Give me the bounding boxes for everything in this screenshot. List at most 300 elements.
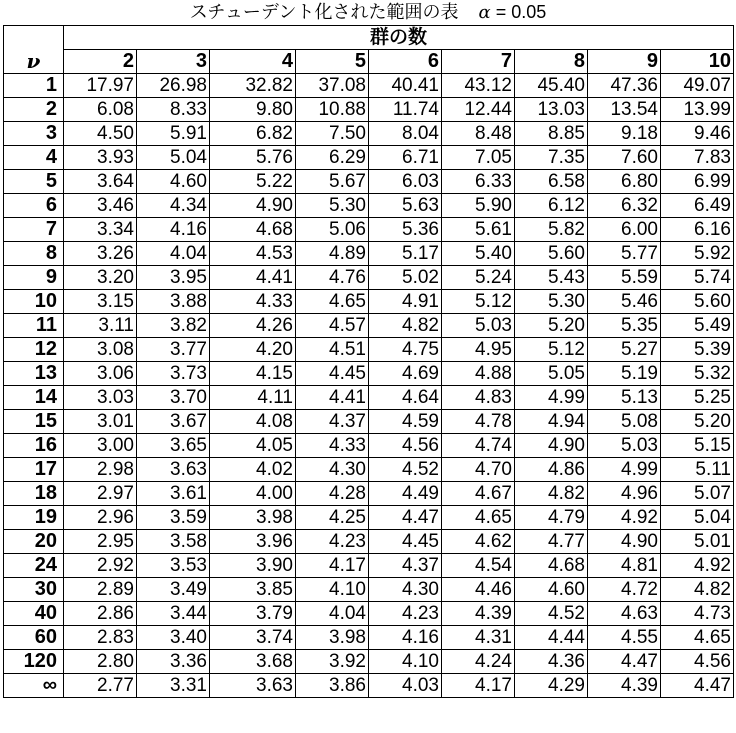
row-header: 8 [4, 242, 64, 266]
group-header-row [4, 26, 734, 50]
table-row [4, 338, 734, 362]
table-row [4, 458, 734, 482]
table-cell: 4.11 [210, 386, 296, 410]
table-cell: 3.61 [137, 482, 210, 506]
table-cell: 3.00 [64, 434, 137, 458]
table-cell: 47.36 [588, 74, 661, 98]
table-row [4, 626, 734, 650]
table-cell: 9.46 [661, 122, 734, 146]
table-cell: 2.86 [64, 602, 137, 626]
table-cell: 3.44 [137, 602, 210, 626]
table-cell: 5.15 [661, 434, 734, 458]
table-cell: 3.03 [64, 386, 137, 410]
table-cell: 4.55 [588, 626, 661, 650]
row-header: 3 [4, 122, 64, 146]
table-cell: 4.90 [588, 530, 661, 554]
table-cell: 6.71 [369, 146, 442, 170]
table-cell: 4.82 [369, 314, 442, 338]
table-cell: 3.53 [137, 554, 210, 578]
table-cell: 3.46 [64, 194, 137, 218]
table-cell: 3.63 [210, 674, 296, 698]
table-cell: 4.99 [588, 458, 661, 482]
table-cell: 43.12 [442, 74, 515, 98]
table-cell: 4.69 [369, 362, 442, 386]
table-row [4, 386, 734, 410]
table-cell: 4.39 [588, 674, 661, 698]
table-cell: 5.60 [515, 242, 588, 266]
table-cell: 5.35 [588, 314, 661, 338]
table-cell: 7.50 [296, 122, 369, 146]
table-cell: 8.04 [369, 122, 442, 146]
table-cell: 4.92 [661, 554, 734, 578]
table-cell: 11.74 [369, 98, 442, 122]
table-cell: 3.92 [296, 650, 369, 674]
table-cell: 2.96 [64, 506, 137, 530]
table-cell: 32.82 [210, 74, 296, 98]
table-cell: 4.25 [296, 506, 369, 530]
row-header: 6 [4, 194, 64, 218]
table-cell: 4.29 [515, 674, 588, 698]
column-header: 10 [661, 50, 734, 74]
table-cell: 5.46 [588, 290, 661, 314]
table-cell: 4.04 [137, 242, 210, 266]
table-cell: 3.96 [210, 530, 296, 554]
table-cell: 4.33 [210, 290, 296, 314]
table-cell: 4.47 [588, 650, 661, 674]
column-header: 8 [515, 50, 588, 74]
table-cell: 3.93 [64, 146, 137, 170]
table-cell: 3.34 [64, 218, 137, 242]
table-cell: 5.24 [442, 266, 515, 290]
table-cell: 5.63 [369, 194, 442, 218]
table-cell: 4.41 [210, 266, 296, 290]
table-row [4, 434, 734, 458]
table-cell: 5.92 [661, 242, 734, 266]
table-cell: 3.08 [64, 338, 137, 362]
table-cell: 2.95 [64, 530, 137, 554]
row-header: 120 [4, 650, 64, 674]
table-cell: 3.82 [137, 314, 210, 338]
table-cell: 5.20 [661, 410, 734, 434]
table-cell: 6.99 [661, 170, 734, 194]
table-cell: 4.59 [369, 410, 442, 434]
title-text: スチューデント化された範囲の表 [189, 2, 459, 22]
table-cell: 8.48 [442, 122, 515, 146]
table-cell: 6.82 [210, 122, 296, 146]
table-cell: 4.36 [515, 650, 588, 674]
table-cell: 5.76 [210, 146, 296, 170]
table-cell: 5.43 [515, 266, 588, 290]
table-cell: 4.20 [210, 338, 296, 362]
table-cell: 4.65 [442, 506, 515, 530]
row-header: 1 [4, 74, 64, 98]
group-count-header: 群の数 [64, 26, 734, 50]
table-cell: 6.16 [661, 218, 734, 242]
table-cell: 3.86 [296, 674, 369, 698]
table-cell: 2.89 [64, 578, 137, 602]
table-cell: 4.50 [64, 122, 137, 146]
table-cell: 4.53 [210, 242, 296, 266]
table-cell: 3.98 [296, 626, 369, 650]
table-cell: 5.40 [442, 242, 515, 266]
table-cell: 5.12 [515, 338, 588, 362]
table-row [4, 578, 734, 602]
table-cell: 3.36 [137, 650, 210, 674]
table-cell: 4.30 [296, 458, 369, 482]
table-cell: 8.85 [515, 122, 588, 146]
table-cell: 5.74 [661, 266, 734, 290]
table-cell: 4.92 [588, 506, 661, 530]
table-cell: 5.30 [296, 194, 369, 218]
table-cell: 4.49 [369, 482, 442, 506]
table-cell: 7.35 [515, 146, 588, 170]
table-cell: 4.73 [661, 602, 734, 626]
table-cell: 37.08 [296, 74, 369, 98]
row-header: 11 [4, 314, 64, 338]
row-header: 24 [4, 554, 64, 578]
table-cell: 12.44 [442, 98, 515, 122]
table-cell: 3.15 [64, 290, 137, 314]
table-cell: 2.97 [64, 482, 137, 506]
table-cell: 4.79 [515, 506, 588, 530]
table-cell: 4.65 [296, 290, 369, 314]
table-cell: 45.40 [515, 74, 588, 98]
table-row [4, 218, 734, 242]
table-cell: 13.03 [515, 98, 588, 122]
table-cell: 5.61 [442, 218, 515, 242]
table-cell: 4.91 [369, 290, 442, 314]
row-header: 12 [4, 338, 64, 362]
table-cell: 6.12 [515, 194, 588, 218]
table-cell: 5.19 [588, 362, 661, 386]
table-cell: 4.86 [515, 458, 588, 482]
table-cell: 7.05 [442, 146, 515, 170]
table-cell: 6.03 [369, 170, 442, 194]
table-row [4, 98, 734, 122]
table-cell: 4.17 [442, 674, 515, 698]
table-row [4, 314, 734, 338]
row-header: 13 [4, 362, 64, 386]
table-cell: 17.97 [64, 74, 137, 98]
table-cell: 3.26 [64, 242, 137, 266]
table-cell: 6.00 [588, 218, 661, 242]
table-cell: 5.17 [369, 242, 442, 266]
table-cell: 4.37 [296, 410, 369, 434]
table-cell: 4.47 [369, 506, 442, 530]
table-row [4, 650, 734, 674]
table-cell: 4.23 [296, 530, 369, 554]
table-cell: 5.30 [515, 290, 588, 314]
table-row [4, 530, 734, 554]
table-cell: 6.49 [661, 194, 734, 218]
table-cell: 3.90 [210, 554, 296, 578]
table-cell: 10.88 [296, 98, 369, 122]
table-cell: 4.56 [661, 650, 734, 674]
table-cell: 2.77 [64, 674, 137, 698]
table-cell: 6.80 [588, 170, 661, 194]
table-cell: 4.96 [588, 482, 661, 506]
table-cell: 5.12 [442, 290, 515, 314]
table-cell: 2.98 [64, 458, 137, 482]
table-cell: 4.54 [442, 554, 515, 578]
table-cell: 4.44 [515, 626, 588, 650]
table-cell: 3.77 [137, 338, 210, 362]
table-row [4, 194, 734, 218]
table-cell: 6.32 [588, 194, 661, 218]
table-cell: 5.27 [588, 338, 661, 362]
table-cell: 4.88 [442, 362, 515, 386]
table-row [4, 290, 734, 314]
table-cell: 4.39 [442, 602, 515, 626]
table-cell: 4.30 [369, 578, 442, 602]
row-header: 18 [4, 482, 64, 506]
table-cell: 4.81 [588, 554, 661, 578]
table-cell: 4.24 [442, 650, 515, 674]
table-cell: 3.65 [137, 434, 210, 458]
table-cell: 5.67 [296, 170, 369, 194]
table-cell: 4.62 [442, 530, 515, 554]
table-cell: 4.89 [296, 242, 369, 266]
column-header: 6 [369, 50, 442, 74]
column-header-row [4, 50, 734, 74]
table-cell: 4.83 [442, 386, 515, 410]
table-cell: 4.82 [515, 482, 588, 506]
corner-cell [4, 26, 64, 50]
row-header: 2 [4, 98, 64, 122]
row-header: 16 [4, 434, 64, 458]
table-cell: 4.26 [210, 314, 296, 338]
table-cell: 4.47 [661, 674, 734, 698]
table-cell: 4.10 [369, 650, 442, 674]
table-cell: 4.45 [369, 530, 442, 554]
table-cell: 4.00 [210, 482, 296, 506]
table-cell: 8.33 [137, 98, 210, 122]
table-cell: 4.90 [210, 194, 296, 218]
table-cell: 9.80 [210, 98, 296, 122]
table-cell: 4.10 [296, 578, 369, 602]
table-cell: 4.68 [210, 218, 296, 242]
table-cell: 4.45 [296, 362, 369, 386]
table-cell: 5.13 [588, 386, 661, 410]
table-cell: 3.40 [137, 626, 210, 650]
table-cell: 4.57 [296, 314, 369, 338]
table-cell: 5.03 [442, 314, 515, 338]
table-cell: 3.95 [137, 266, 210, 290]
row-header: 4 [4, 146, 64, 170]
table-cell: 4.51 [296, 338, 369, 362]
table-cell: 4.16 [369, 626, 442, 650]
table-row [4, 242, 734, 266]
table-cell: 4.05 [210, 434, 296, 458]
table-cell: 5.03 [588, 434, 661, 458]
table-cell: 4.41 [296, 386, 369, 410]
table-cell: 5.08 [588, 410, 661, 434]
column-header: 2 [64, 50, 137, 74]
table-cell: 2.83 [64, 626, 137, 650]
table-cell: 5.36 [369, 218, 442, 242]
table-cell: 5.91 [137, 122, 210, 146]
table-cell: 4.34 [137, 194, 210, 218]
table-row [4, 482, 734, 506]
table-cell: 2.80 [64, 650, 137, 674]
alpha-symbol: α [478, 2, 491, 23]
table-cell: 3.64 [64, 170, 137, 194]
table-cell: 4.08 [210, 410, 296, 434]
table-cell: 7.83 [661, 146, 734, 170]
row-header: 19 [4, 506, 64, 530]
table-cell: 4.52 [515, 602, 588, 626]
table-cell: 4.95 [442, 338, 515, 362]
nu-header: ν [4, 50, 64, 74]
row-header: ∞ [4, 674, 64, 698]
table-row [4, 674, 734, 698]
table-cell: 5.06 [296, 218, 369, 242]
table-cell: 5.04 [137, 146, 210, 170]
table-cell: 4.04 [296, 602, 369, 626]
table-row [4, 266, 734, 290]
table-cell: 4.70 [442, 458, 515, 482]
table-cell: 4.31 [442, 626, 515, 650]
table-row [4, 506, 734, 530]
table-cell: 4.68 [515, 554, 588, 578]
table-row [4, 74, 734, 98]
table-cell: 5.02 [369, 266, 442, 290]
table-cell: 4.56 [369, 434, 442, 458]
column-header: 9 [588, 50, 661, 74]
table-cell: 3.63 [137, 458, 210, 482]
table-cell: 5.49 [661, 314, 734, 338]
table-cell: 4.64 [369, 386, 442, 410]
table-cell: 3.74 [210, 626, 296, 650]
table-cell: 4.82 [661, 578, 734, 602]
table-cell: 3.88 [137, 290, 210, 314]
table-row [4, 362, 734, 386]
table-cell: 4.76 [296, 266, 369, 290]
table-cell: 5.01 [661, 530, 734, 554]
table-cell: 6.33 [442, 170, 515, 194]
table-cell: 40.41 [369, 74, 442, 98]
table-cell: 5.22 [210, 170, 296, 194]
table-cell: 6.58 [515, 170, 588, 194]
table-cell: 4.15 [210, 362, 296, 386]
table-cell: 4.94 [515, 410, 588, 434]
table-cell: 4.03 [369, 674, 442, 698]
table-cell: 5.07 [661, 482, 734, 506]
table-cell: 4.77 [515, 530, 588, 554]
table-cell: 4.23 [369, 602, 442, 626]
column-header: 4 [210, 50, 296, 74]
table-cell: 5.59 [588, 266, 661, 290]
table-cell: 3.11 [64, 314, 137, 338]
table-cell: 9.18 [588, 122, 661, 146]
table-cell: 4.99 [515, 386, 588, 410]
table-cell: 4.75 [369, 338, 442, 362]
table-cell: 3.85 [210, 578, 296, 602]
table-cell: 3.79 [210, 602, 296, 626]
table-cell: 4.37 [369, 554, 442, 578]
table-cell: 6.08 [64, 98, 137, 122]
table-cell: 4.65 [661, 626, 734, 650]
table-cell: 3.68 [210, 650, 296, 674]
table-cell: 5.77 [588, 242, 661, 266]
table-cell: 49.07 [661, 74, 734, 98]
table-row [4, 602, 734, 626]
table-row [4, 122, 734, 146]
row-header: 40 [4, 602, 64, 626]
table-cell: 5.82 [515, 218, 588, 242]
table-cell: 4.52 [369, 458, 442, 482]
table-title [0, 0, 736, 24]
table-cell: 4.16 [137, 218, 210, 242]
table-cell: 3.67 [137, 410, 210, 434]
row-header: 9 [4, 266, 64, 290]
table-cell: 4.60 [515, 578, 588, 602]
table-cell: 5.20 [515, 314, 588, 338]
alpha-value: = 0.05 [490, 2, 547, 22]
table-cell: 3.70 [137, 386, 210, 410]
studentized-range-table [3, 25, 734, 698]
table-cell: 5.04 [661, 506, 734, 530]
table-cell: 4.02 [210, 458, 296, 482]
row-header: 5 [4, 170, 64, 194]
table-row [4, 410, 734, 434]
table-cell: 5.05 [515, 362, 588, 386]
table-cell: 4.90 [515, 434, 588, 458]
table-cell: 6.29 [296, 146, 369, 170]
table-cell: 3.20 [64, 266, 137, 290]
table-cell: 4.63 [588, 602, 661, 626]
table-cell: 3.59 [137, 506, 210, 530]
table-cell: 7.60 [588, 146, 661, 170]
row-header: 14 [4, 386, 64, 410]
row-header: 20 [4, 530, 64, 554]
table-cell: 5.11 [661, 458, 734, 482]
table-cell: 4.67 [442, 482, 515, 506]
row-header: 15 [4, 410, 64, 434]
table-cell: 3.31 [137, 674, 210, 698]
table-cell: 4.60 [137, 170, 210, 194]
table-cell: 2.92 [64, 554, 137, 578]
table-cell: 5.60 [661, 290, 734, 314]
table-cell: 3.06 [64, 362, 137, 386]
table-cell: 4.46 [442, 578, 515, 602]
row-header: 7 [4, 218, 64, 242]
table-cell: 13.99 [661, 98, 734, 122]
table-cell: 4.33 [296, 434, 369, 458]
table-cell: 3.73 [137, 362, 210, 386]
table-cell: 5.25 [661, 386, 734, 410]
table-row [4, 554, 734, 578]
table-cell: 13.54 [588, 98, 661, 122]
table-cell: 4.78 [442, 410, 515, 434]
table-row [4, 170, 734, 194]
table-cell: 3.49 [137, 578, 210, 602]
row-header: 10 [4, 290, 64, 314]
table-cell: 3.58 [137, 530, 210, 554]
table-cell: 5.90 [442, 194, 515, 218]
table-cell: 26.98 [137, 74, 210, 98]
table-cell: 4.72 [588, 578, 661, 602]
column-header: 7 [442, 50, 515, 74]
table-cell: 5.39 [661, 338, 734, 362]
table-cell: 4.74 [442, 434, 515, 458]
table-cell: 5.32 [661, 362, 734, 386]
table-cell: 3.98 [210, 506, 296, 530]
table-cell: 4.28 [296, 482, 369, 506]
row-header: 60 [4, 626, 64, 650]
table-row [4, 146, 734, 170]
table-cell: 4.17 [296, 554, 369, 578]
